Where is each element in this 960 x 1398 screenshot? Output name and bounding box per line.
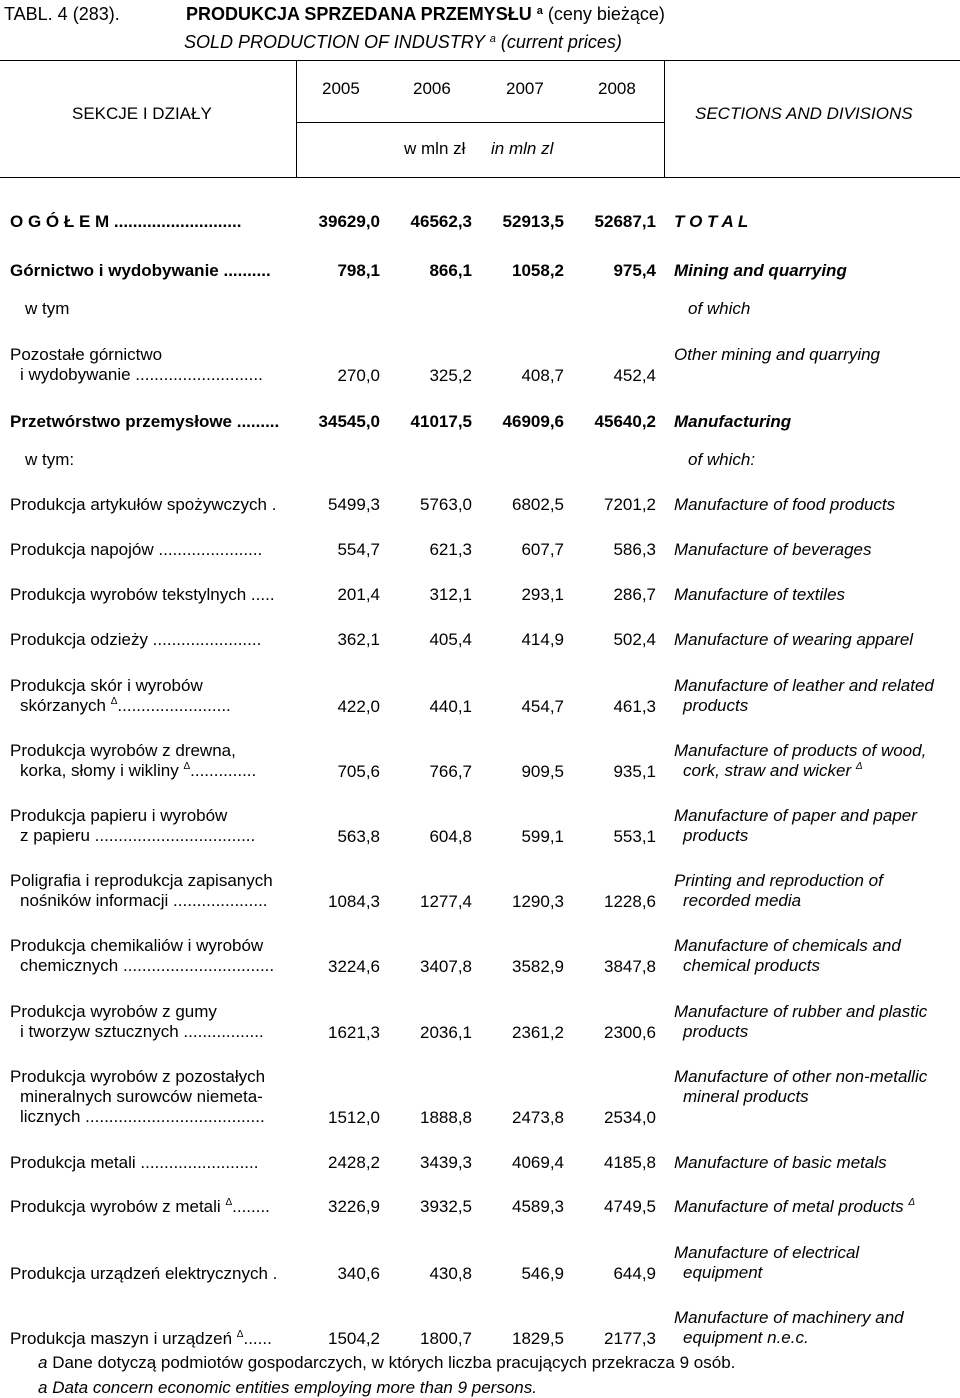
row-label-pl-text: Przetwórstwo przemysłowe ......... — [10, 412, 280, 431]
row-label-en-line2-text: chemical products — [683, 956, 821, 975]
value-2005: 5499,3 — [328, 495, 380, 514]
value-2007: 2361,2 — [512, 1022, 564, 1042]
value-2006: 621,3 — [429, 540, 472, 559]
value-2005: 3224,6 — [328, 956, 380, 976]
value-2007: 3582,9 — [512, 956, 564, 976]
row-label-en-line2-text: mineral products — [683, 1087, 809, 1106]
row-label-en-line2 — [674, 891, 883, 911]
row-label-pl-text: Produkcja wyrobów tekstylnych ..... — [10, 585, 275, 604]
delta-mark: Δ — [908, 1197, 916, 1208]
row-label-en-text: T O T A L — [674, 212, 749, 231]
row-label-pl-line1: Produkcja wyrobów z gumy — [10, 1002, 217, 1021]
row-label-pl-text: Produkcja metali ......................... — [10, 1153, 259, 1172]
value-2005: 798,1 — [337, 261, 380, 280]
row-label-pl-text: Produkcja wyrobów z metali — [10, 1197, 221, 1216]
row-label-en-line1: Printing and reproduction of — [674, 871, 883, 890]
value-2007: 4589,3 — [512, 1197, 564, 1216]
row-label-en-line2 — [674, 1328, 904, 1348]
title-en-footnote-mark: a — [489, 33, 496, 45]
value-2005: 1621,3 — [328, 1022, 380, 1042]
row-label-pl-line2 — [10, 1087, 265, 1107]
value-2008: 586,3 — [613, 540, 656, 559]
value-2006: 3407,8 — [420, 956, 472, 976]
row-label-en — [674, 871, 883, 911]
value-2008: 45640,2 — [594, 412, 656, 431]
row-label-en-line2-text: products — [683, 1022, 749, 1041]
row-label-en-line2 — [674, 956, 901, 976]
footnote-pl-mark: a — [38, 1353, 48, 1372]
value-2006: 866,1 — [429, 261, 472, 280]
value-2008: 286,7 — [613, 585, 656, 604]
value-2006: 604,8 — [429, 826, 472, 846]
row-label-pl-dots: ...... — [243, 1328, 272, 1348]
row-label-pl — [10, 1197, 270, 1217]
row-label-en — [688, 299, 750, 319]
row-label-en-line1: Manufacture of products of wood, — [674, 741, 927, 760]
row-label-pl — [10, 495, 276, 515]
row-label-pl-text: Produkcja napojów ...................... — [10, 540, 263, 559]
value-2007: 1058,2 — [512, 261, 564, 280]
row-label-en — [674, 1308, 904, 1348]
value-2007: 454,7 — [521, 696, 564, 716]
value-2007: 6802,5 — [512, 495, 564, 514]
row-label-pl-line1: Poligrafia i reprodukcja zapisanych — [10, 871, 273, 890]
row-label-en-line1: Manufacture of other non-metallic — [674, 1067, 928, 1086]
value-2006: 1277,4 — [420, 891, 472, 911]
row-label-en-line2-text: equipment n.e.c. — [683, 1328, 809, 1347]
row-label-en — [674, 1153, 887, 1173]
row-label-en — [674, 936, 901, 976]
row-label-en-line2 — [674, 1087, 927, 1107]
value-2008: 3847,8 — [604, 956, 656, 976]
value-2005: 34545,0 — [318, 412, 380, 431]
value-2007: 1829,5 — [512, 1328, 564, 1348]
footnote-en-mark: a — [38, 1378, 48, 1397]
row-label-pl-line2-text: korka, słomy i wikliny — [20, 761, 179, 780]
header-right-divider — [664, 60, 665, 177]
row-label-en-line2-text: recorded media — [683, 891, 802, 910]
unit-en: in mln zl — [491, 139, 554, 158]
header-mid-rule — [296, 122, 664, 123]
row-label-pl — [10, 412, 279, 432]
value-2007: 52913,5 — [502, 212, 564, 231]
value-2008: 644,9 — [613, 1263, 656, 1283]
value-2007: 2473,8 — [512, 1108, 564, 1127]
header-bottom-rule — [0, 177, 960, 178]
row-label-pl — [10, 630, 261, 650]
value-2005: 705,6 — [337, 761, 380, 781]
title-en-main: SOLD PRODUCTION OF INDUSTRY — [184, 32, 485, 52]
value-2008: 2300,6 — [604, 1022, 656, 1042]
row-label-pl-text: Produkcja artykułów spożywczych . — [10, 495, 277, 514]
row-label-en — [674, 261, 847, 281]
row-label-pl-dots: ........ — [232, 1197, 270, 1216]
value-2006: 325,2 — [429, 365, 472, 385]
value-2008: 2177,3 — [604, 1328, 656, 1348]
row-label-pl-line2-text: skórzanych — [20, 696, 106, 715]
row-label-en-line2 — [674, 1022, 927, 1042]
value-2008: 935,1 — [613, 761, 656, 781]
row-label-en — [674, 741, 926, 781]
footnote-pl — [38, 1353, 735, 1373]
title-en — [184, 32, 622, 53]
value-2007: 408,7 — [521, 365, 564, 385]
value-2007: 599,1 — [521, 826, 564, 846]
row-label-en-text: Manufacture of wearing apparel — [674, 630, 914, 649]
title-pl-main: PRODUKCJA SPRZEDANA PRZEMYSŁU — [186, 4, 532, 24]
row-label-en — [674, 540, 872, 560]
value-2007: 293,1 — [521, 585, 564, 604]
row-label-en — [674, 676, 934, 716]
footnote-pl-text: Dane dotyczą podmiotów gospodarczych, w których liczba pracujących przekracza 9 osób. — [52, 1353, 736, 1372]
delta-mark: Δ — [225, 1197, 233, 1208]
value-2006: 430,8 — [429, 1263, 472, 1283]
right-column-header: SECTIONS AND DIVISIONS — [695, 104, 913, 123]
row-label-en-line2-text: cork, straw and wicker — [683, 761, 852, 780]
row-label-en-line2-text: equipment — [683, 1263, 763, 1282]
value-2007: 4069,4 — [512, 1153, 564, 1172]
value-2005: 3226,9 — [328, 1197, 380, 1216]
row-label-en — [674, 806, 917, 846]
row-label-pl-text: Produkcja maszyn i urządzeń — [10, 1328, 233, 1348]
value-2006: 5763,0 — [420, 495, 472, 514]
value-2006: 312,1 — [429, 585, 472, 604]
value-2008: 553,1 — [613, 826, 656, 846]
value-2008: 2534,0 — [604, 1108, 656, 1127]
row-label-pl-line1: Produkcja wyrobów z pozostałych — [10, 1067, 266, 1086]
row-label-pl-line2 — [10, 696, 231, 716]
row-label-pl — [10, 871, 273, 911]
row-label-en-line1: Manufacture of rubber and plastic — [674, 1002, 928, 1021]
value-2007: 414,9 — [521, 630, 564, 649]
row-label-en-text: of which: — [688, 450, 756, 469]
row-label-pl-line2-text: i tworzyw sztucznych ................. — [20, 1022, 264, 1041]
value-2008: 7201,2 — [604, 495, 656, 514]
row-label-en — [674, 412, 791, 432]
delta-mark: Δ — [855, 761, 863, 772]
value-2008: 502,4 — [613, 630, 656, 649]
row-label-pl — [10, 676, 231, 716]
row-label-en — [674, 1197, 915, 1217]
row-label-en — [688, 450, 755, 470]
value-2006: 1888,8 — [420, 1108, 472, 1127]
row-label-pl — [10, 806, 255, 846]
row-label-en — [674, 1243, 859, 1283]
row-label-pl-line2 — [10, 761, 256, 781]
value-2005: 554,7 — [337, 540, 380, 559]
value-2005: 422,0 — [337, 696, 380, 716]
row-label-pl-text: w tym — [25, 299, 70, 318]
value-2008: 975,4 — [613, 261, 656, 280]
value-2006: 3439,3 — [420, 1153, 472, 1172]
title-en-suffix: (current prices) — [500, 32, 622, 52]
row-label-pl-line3: licznych ...................................... — [20, 1107, 265, 1126]
value-2006: 3932,5 — [420, 1197, 472, 1216]
value-2006: 2036,1 — [420, 1022, 472, 1042]
left-column-header: SEKCJE I DZIAŁY — [72, 104, 212, 123]
row-label-en-line2 — [674, 826, 917, 846]
value-2007: 909,5 — [521, 761, 564, 781]
row-label-en — [674, 630, 913, 650]
value-2005: 362,1 — [337, 630, 380, 649]
header-left-divider — [296, 60, 297, 177]
row-label-pl — [10, 585, 275, 605]
row-label-pl — [10, 1329, 272, 1349]
value-2005: 340,6 — [337, 1263, 380, 1283]
row-label-en-text: Manufacturing — [674, 412, 792, 431]
value-2007: 1290,3 — [512, 891, 564, 911]
value-2008: 452,4 — [613, 365, 656, 385]
row-label-pl-dots: ........................ — [117, 696, 231, 715]
value-2006: 405,4 — [429, 630, 472, 649]
value-2005: 1084,3 — [328, 891, 380, 911]
row-label-pl — [10, 1264, 277, 1284]
delta-mark: Δ — [110, 696, 118, 707]
header-top-rule — [0, 60, 960, 61]
value-2005: 270,0 — [337, 365, 380, 385]
value-2008: 461,3 — [613, 696, 656, 716]
row-label-en — [674, 585, 845, 605]
row-label-pl-text: w tym: — [25, 450, 75, 469]
row-label-pl-dots: .............. — [190, 761, 257, 780]
row-label-pl-line2 — [10, 1022, 264, 1042]
row-label-en-text: Manufacture of beverages — [674, 540, 872, 559]
row-label-en-line2 — [674, 1263, 859, 1283]
value-2006: 766,7 — [429, 761, 472, 781]
row-label-pl — [10, 261, 271, 281]
row-label-pl-text: Produkcja urządzeń elektrycznych . — [10, 1263, 278, 1283]
row-label-en — [674, 1067, 927, 1107]
row-label-en-line1: Manufacture of paper and paper — [674, 806, 917, 825]
row-label-pl-line1: Produkcja wyrobów z drewna, — [10, 741, 236, 760]
value-2007: 546,9 — [521, 1263, 564, 1283]
year-2005: 2005 — [322, 79, 360, 98]
delta-mark: Δ — [183, 761, 191, 772]
row-label-pl-line2 — [10, 365, 263, 385]
row-label-pl — [10, 1067, 265, 1127]
row-label-en — [674, 1002, 927, 1042]
row-label-pl — [10, 212, 241, 232]
year-2007: 2007 — [506, 79, 544, 98]
value-2005: 39629,0 — [318, 212, 380, 231]
footnote-en — [38, 1378, 537, 1398]
row-label-pl-line1: Produkcja skór i wyrobów — [10, 676, 203, 695]
row-label-en-line1: Manufacture of chemicals and — [674, 936, 901, 955]
value-2006: 41017,5 — [410, 412, 472, 431]
row-label-en-line1: Manufacture of electrical — [674, 1243, 860, 1262]
row-label-en-line2-text: products — [683, 826, 749, 845]
footnote-en-text: Data concern economic entities employing more than 9 persons. — [52, 1378, 537, 1397]
value-2005: 2428,2 — [328, 1153, 380, 1172]
row-label-en — [674, 345, 880, 365]
row-label-en-text: Manufacture of metal products — [674, 1197, 904, 1216]
row-label-pl — [10, 1002, 264, 1042]
row-label-pl — [10, 540, 262, 560]
row-label-en — [674, 212, 748, 232]
row-label-en-line2-text: products — [683, 696, 749, 715]
row-label-en-text: of which — [688, 299, 751, 318]
row-label-pl-text: Produkcja odzieży ....................... — [10, 630, 262, 649]
table-number: TABL. 4 (283). — [4, 4, 120, 24]
row-label-pl-line2-text: z papieru .................................. — [20, 826, 256, 845]
row-label-pl — [25, 450, 74, 470]
row-label-en-line1: Manufacture of leather and related — [674, 676, 934, 695]
title-pl-suffix: (ceny bieżące) — [547, 4, 665, 24]
row-label-pl-line2-text: chemicznych ................................ — [20, 956, 275, 975]
row-label-pl-line2 — [10, 891, 273, 911]
row-label-pl-line2 — [10, 956, 274, 976]
value-2007: 46909,6 — [502, 412, 564, 431]
value-2008: 4185,8 — [604, 1153, 656, 1172]
row-label-en-line1: Manufacture of machinery and — [674, 1308, 904, 1327]
row-label-en-line2 — [674, 761, 926, 781]
row-label-pl-line2-text: mineralnych surowców niemeta- — [20, 1087, 263, 1106]
row-label-pl-line1: Pozostałe górnictwo — [10, 345, 163, 364]
row-label-pl — [10, 345, 263, 385]
row-label-pl-text: O G Ó Ł E M ........................... — [10, 212, 242, 231]
row-label-en-text: Other mining and quarrying — [674, 345, 881, 364]
row-label-pl-line2-text: i wydobywanie ........................... — [20, 365, 263, 384]
row-label-en-text: Mining and quarrying — [674, 261, 847, 280]
value-2008: 4749,5 — [604, 1197, 656, 1216]
row-label-pl-line1: Produkcja chemikaliów i wyrobów — [10, 936, 264, 955]
row-label-pl-text: Górnictwo i wydobywanie .......... — [10, 261, 271, 280]
row-label-pl — [10, 741, 256, 781]
title-pl-footnote-mark: a — [536, 5, 543, 17]
value-2005: 563,8 — [337, 826, 380, 846]
unit-pl: w mln zł — [404, 139, 466, 158]
row-label-en — [674, 495, 895, 515]
year-2008: 2008 — [598, 79, 636, 98]
row-label-pl-line1: Produkcja papieru i wyrobów — [10, 806, 228, 825]
value-2005: 201,4 — [337, 585, 380, 604]
value-2006: 46562,3 — [410, 212, 472, 231]
value-2005: 1504,2 — [328, 1328, 380, 1348]
delta-mark: Δ — [236, 1328, 244, 1340]
row-label-pl — [25, 299, 69, 319]
row-label-en-text: Manufacture of food products — [674, 495, 896, 514]
value-2005: 1512,0 — [328, 1108, 380, 1127]
row-label-en-line2 — [674, 696, 934, 716]
row-label-pl-line2-text: nośników informacji .................... — [20, 891, 268, 910]
year-2006: 2006 — [413, 79, 451, 98]
value-2006: 1800,7 — [420, 1328, 472, 1348]
value-2008: 1228,6 — [604, 891, 656, 911]
row-label-pl — [10, 1153, 258, 1173]
row-label-en-text: Manufacture of basic metals — [674, 1153, 887, 1172]
value-2008: 52687,1 — [594, 212, 656, 231]
row-label-en-text: Manufacture of textiles — [674, 585, 846, 604]
row-label-pl — [10, 936, 274, 976]
value-2006: 440,1 — [429, 696, 472, 716]
value-2007: 607,7 — [521, 540, 564, 559]
title-pl — [186, 4, 665, 25]
row-label-pl-line2 — [10, 826, 255, 846]
